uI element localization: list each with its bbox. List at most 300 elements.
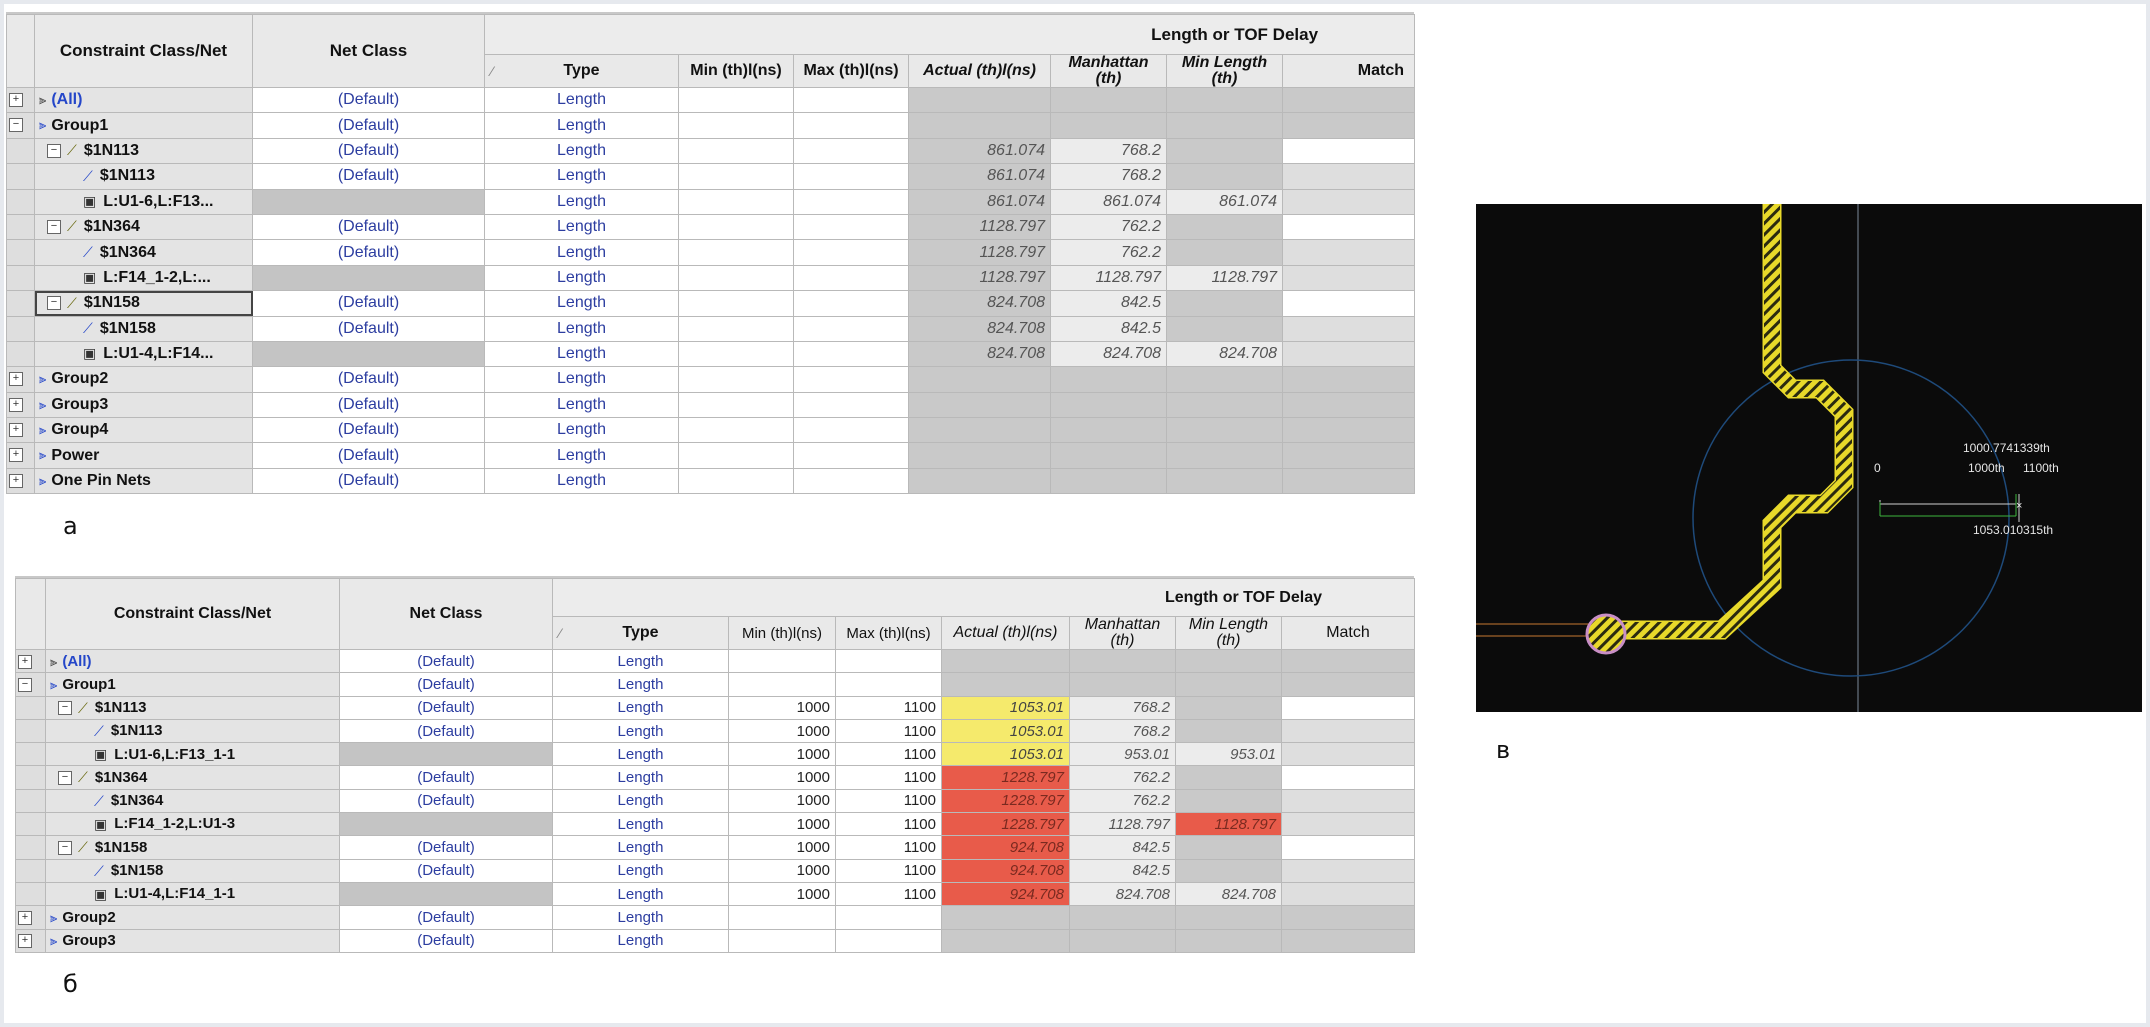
manhattan-cell bbox=[1051, 418, 1167, 443]
table-row[interactable] bbox=[16, 650, 1415, 673]
net-class-cell[interactable]: (Default) bbox=[340, 719, 553, 742]
table-row[interactable] bbox=[16, 743, 1415, 766]
row-gutter bbox=[16, 836, 46, 859]
col-type[interactable]: ⁄ Type bbox=[485, 55, 679, 88]
constraint-name-cell[interactable] bbox=[35, 367, 253, 392]
constraint-name-cell[interactable] bbox=[35, 164, 253, 189]
actual-cell: 824.708 bbox=[909, 341, 1051, 366]
match-cell[interactable] bbox=[1282, 836, 1415, 859]
constraint-name-cell[interactable] bbox=[35, 113, 253, 138]
match-cell[interactable] bbox=[1283, 113, 1415, 138]
type-cell[interactable]: Length bbox=[485, 240, 679, 265]
net-class-cell[interactable]: (Default) bbox=[340, 650, 553, 673]
table-row[interactable] bbox=[16, 859, 1415, 882]
manhattan-cell: 1128.797 bbox=[1051, 265, 1167, 290]
type-cell[interactable]: Length bbox=[553, 859, 729, 882]
pcb-canvas bbox=[1476, 204, 2142, 712]
constraint-name-cell[interactable] bbox=[46, 766, 340, 789]
net-class-cell[interactable] bbox=[340, 882, 553, 905]
constraint-name-cell[interactable] bbox=[46, 836, 340, 859]
min-cell[interactable] bbox=[729, 650, 836, 673]
max-cell[interactable]: 1100 bbox=[836, 719, 942, 742]
min-cell[interactable] bbox=[679, 189, 794, 214]
net-class-cell[interactable]: (Default) bbox=[340, 766, 553, 789]
constraint-name-cell[interactable] bbox=[46, 789, 340, 812]
actual-cell: 861.074 bbox=[909, 189, 1051, 214]
constraint-name-cell[interactable] bbox=[35, 265, 253, 290]
match-cell[interactable] bbox=[1282, 859, 1415, 882]
collapse-icon[interactable]: − bbox=[58, 701, 72, 715]
row-gutter bbox=[16, 743, 46, 766]
type-cell[interactable]: Length bbox=[553, 673, 729, 696]
col-max[interactable]: Max (th)l(ns) bbox=[794, 55, 909, 88]
type-cell[interactable]: Length bbox=[553, 882, 729, 905]
match-cell[interactable] bbox=[1283, 240, 1415, 265]
corner-cell bbox=[7, 15, 35, 88]
min-cell[interactable] bbox=[679, 265, 794, 290]
table-row[interactable] bbox=[7, 265, 1415, 290]
type-cell[interactable]: Length bbox=[553, 813, 729, 836]
max-cell[interactable] bbox=[794, 443, 909, 468]
min-cell[interactable] bbox=[679, 291, 794, 316]
manhattan-cell: 824.708 bbox=[1051, 341, 1167, 366]
min-cell[interactable] bbox=[679, 164, 794, 189]
type-cell[interactable]: Length bbox=[485, 265, 679, 290]
net-class-cell[interactable] bbox=[340, 813, 553, 836]
constraint-name-cell[interactable] bbox=[35, 468, 253, 493]
net-class-cell[interactable]: (Default) bbox=[253, 367, 485, 392]
table-row[interactable] bbox=[16, 906, 1415, 929]
net-class-cell[interactable]: (Default) bbox=[253, 418, 485, 443]
table-row[interactable] bbox=[7, 113, 1415, 138]
min-cell[interactable] bbox=[679, 341, 794, 366]
constraint-name: $1N113 bbox=[94, 698, 147, 716]
net-icon: ⟋ bbox=[78, 839, 88, 856]
constraint-name-cell[interactable] bbox=[35, 189, 253, 214]
match-cell[interactable] bbox=[1282, 650, 1415, 673]
match-cell[interactable] bbox=[1282, 766, 1415, 789]
max-cell[interactable] bbox=[794, 189, 909, 214]
collapse-icon[interactable]: − bbox=[47, 296, 61, 310]
net-class-cell[interactable]: (Default) bbox=[253, 291, 485, 316]
table-row[interactable] bbox=[7, 392, 1415, 417]
match-cell[interactable] bbox=[1282, 789, 1415, 812]
col-manhattan[interactable]: Manhattan (th) bbox=[1051, 55, 1167, 88]
group-all-icon: ⫸ bbox=[39, 91, 45, 107]
type-cell[interactable]: Length bbox=[485, 189, 679, 214]
col-max-b[interactable]: Max (th)l(ns) bbox=[836, 617, 942, 650]
match-cell[interactable] bbox=[1283, 418, 1415, 443]
net-class-cell[interactable]: (Default) bbox=[340, 789, 553, 812]
max-cell[interactable] bbox=[794, 392, 909, 417]
actual-cell: 1228.797 bbox=[942, 766, 1070, 789]
type-cell[interactable]: Length bbox=[485, 88, 679, 113]
constraint-name-cell[interactable] bbox=[35, 138, 253, 163]
net-class-cell[interactable] bbox=[253, 189, 485, 214]
min-cell[interactable] bbox=[729, 673, 836, 696]
table-row[interactable] bbox=[7, 88, 1415, 113]
max-cell[interactable]: 1100 bbox=[836, 882, 942, 905]
type-cell[interactable]: Length bbox=[553, 743, 729, 766]
min-cell[interactable]: 1000 bbox=[729, 882, 836, 905]
max-cell[interactable] bbox=[794, 468, 909, 493]
table-row[interactable] bbox=[7, 240, 1415, 265]
net-class-cell[interactable]: (Default) bbox=[340, 906, 553, 929]
type-cell[interactable]: Length bbox=[485, 113, 679, 138]
max-cell[interactable] bbox=[794, 265, 909, 290]
min-cell[interactable] bbox=[679, 88, 794, 113]
match-cell[interactable] bbox=[1283, 265, 1415, 290]
collapse-icon[interactable]: − bbox=[47, 144, 61, 158]
expand-icon[interactable]: + bbox=[9, 474, 23, 488]
table-row[interactable] bbox=[7, 418, 1415, 443]
match-cell[interactable] bbox=[1282, 882, 1415, 905]
type-cell[interactable]: Length bbox=[485, 316, 679, 341]
actual-cell: 1128.797 bbox=[909, 265, 1051, 290]
min-cell[interactable]: 1000 bbox=[729, 743, 836, 766]
net-group-icon: ⫸ bbox=[50, 676, 56, 692]
type-cell[interactable]: Length bbox=[485, 468, 679, 493]
constraint-name-cell[interactable] bbox=[46, 813, 340, 836]
col-actual-b[interactable]: Actual (th)l(ns) bbox=[942, 617, 1070, 650]
max-cell[interactable] bbox=[794, 113, 909, 138]
match-cell[interactable] bbox=[1283, 367, 1415, 392]
max-cell[interactable]: 1100 bbox=[836, 789, 942, 812]
table-row[interactable] bbox=[16, 719, 1415, 742]
constraint-name-cell[interactable] bbox=[46, 696, 340, 719]
net-class-cell[interactable] bbox=[253, 341, 485, 366]
type-cell[interactable]: Length bbox=[485, 367, 679, 392]
col-net-class-b[interactable]: Net Class bbox=[340, 579, 553, 650]
net-class-cell[interactable]: (Default) bbox=[253, 214, 485, 239]
type-cell[interactable]: Length bbox=[485, 392, 679, 417]
expand-icon[interactable]: + bbox=[18, 655, 32, 669]
net-class-cell[interactable] bbox=[340, 743, 553, 766]
match-cell[interactable] bbox=[1282, 673, 1415, 696]
min-length-cell bbox=[1167, 392, 1283, 417]
min-length-cell: 824.708 bbox=[1167, 341, 1283, 366]
constraint-name-cell[interactable] bbox=[35, 443, 253, 468]
routed-trace[interactable] bbox=[1606, 204, 1844, 630]
net-group-icon: ⫸ bbox=[39, 422, 45, 438]
actual-cell bbox=[909, 113, 1051, 138]
min-cell[interactable] bbox=[729, 906, 836, 929]
type-cell[interactable]: Length bbox=[485, 418, 679, 443]
net-class-cell[interactable]: (Default) bbox=[340, 929, 553, 952]
col-type-b[interactable]: ⁄ Type bbox=[553, 617, 729, 650]
col-match-b[interactable]: Match bbox=[1282, 617, 1415, 650]
match-cell[interactable] bbox=[1283, 291, 1415, 316]
min-length-cell bbox=[1176, 859, 1282, 882]
max-cell[interactable] bbox=[794, 214, 909, 239]
net-group-icon: ⫸ bbox=[39, 472, 45, 488]
match-cell[interactable] bbox=[1282, 719, 1415, 742]
constraint-name-cell[interactable] bbox=[35, 88, 253, 113]
min-cell[interactable]: 1000 bbox=[729, 719, 836, 742]
table-row[interactable] bbox=[7, 164, 1415, 189]
table-row[interactable] bbox=[7, 291, 1415, 316]
table-row[interactable] bbox=[16, 673, 1415, 696]
actual-cell bbox=[909, 443, 1051, 468]
constraint-name-cell[interactable] bbox=[46, 906, 340, 929]
constraint-name-cell[interactable] bbox=[35, 291, 253, 316]
panel-v-pcb-view[interactable] bbox=[1476, 204, 2142, 712]
net-class-cell[interactable]: (Default) bbox=[253, 164, 485, 189]
col-net-class[interactable]: Net Class bbox=[253, 15, 485, 88]
max-cell[interactable] bbox=[794, 240, 909, 265]
min-length-cell bbox=[1176, 650, 1282, 673]
min-cell[interactable]: 1000 bbox=[729, 836, 836, 859]
table-row[interactable] bbox=[16, 696, 1415, 719]
actual-cell: 1053.01 bbox=[942, 719, 1070, 742]
col-min-length-b[interactable]: Min Length (th) bbox=[1176, 617, 1282, 650]
max-cell[interactable] bbox=[794, 291, 909, 316]
min-length-cell: 1128.797 bbox=[1176, 813, 1282, 836]
actual-cell: 924.708 bbox=[942, 882, 1070, 905]
max-cell[interactable] bbox=[836, 650, 942, 673]
net-icon: ⟋ bbox=[78, 699, 88, 716]
type-cell[interactable]: Length bbox=[553, 766, 729, 789]
collapse-icon[interactable]: − bbox=[9, 118, 23, 132]
net-class-cell[interactable]: (Default) bbox=[340, 673, 553, 696]
pin-pair-icon: ▣ bbox=[94, 885, 108, 902]
dim-label-actual: 1000.7741339th bbox=[1963, 441, 2050, 455]
constraint-name-cell[interactable] bbox=[46, 650, 340, 673]
match-cell[interactable] bbox=[1283, 468, 1415, 493]
type-cell[interactable]: Length bbox=[553, 906, 729, 929]
expand-icon[interactable]: + bbox=[9, 423, 23, 437]
constraint-name: L:U1-6,L:F13... bbox=[103, 192, 214, 210]
max-cell[interactable] bbox=[794, 88, 909, 113]
net-class-cell[interactable]: (Default) bbox=[253, 240, 485, 265]
match-cell[interactable] bbox=[1282, 743, 1415, 766]
type-cell[interactable]: Length bbox=[553, 719, 729, 742]
dim-label-min: 1000th bbox=[1968, 461, 2005, 475]
col-manhattan-b[interactable]: Manhattan (th) bbox=[1070, 617, 1176, 650]
manhattan-cell: 842.5 bbox=[1070, 836, 1176, 859]
constraint-name-cell[interactable] bbox=[46, 859, 340, 882]
net-class-cell[interactable]: (Default) bbox=[340, 696, 553, 719]
expand-icon[interactable]: + bbox=[9, 398, 23, 412]
row-gutter bbox=[16, 766, 46, 789]
type-cell[interactable]: Length bbox=[553, 836, 729, 859]
table-row[interactable] bbox=[7, 468, 1415, 493]
match-cell[interactable] bbox=[1283, 392, 1415, 417]
max-cell[interactable] bbox=[794, 367, 909, 392]
min-length-cell bbox=[1176, 673, 1282, 696]
constraint-name-cell[interactable] bbox=[35, 316, 253, 341]
net-class-cell[interactable]: (Default) bbox=[253, 443, 485, 468]
min-cell[interactable] bbox=[679, 240, 794, 265]
net-class-cell[interactable]: (Default) bbox=[253, 392, 485, 417]
min-cell[interactable] bbox=[679, 316, 794, 341]
min-cell[interactable] bbox=[679, 468, 794, 493]
min-length-cell bbox=[1176, 766, 1282, 789]
constraint-name-cell[interactable] bbox=[46, 743, 340, 766]
actual-cell: 1228.797 bbox=[942, 813, 1070, 836]
max-cell[interactable]: 1100 bbox=[836, 859, 942, 882]
table-row[interactable] bbox=[7, 341, 1415, 366]
panel-label-v: в bbox=[1496, 736, 1511, 764]
min-cell[interactable]: 1000 bbox=[729, 859, 836, 882]
table-row[interactable] bbox=[16, 789, 1415, 812]
table-row[interactable] bbox=[16, 882, 1415, 905]
actual-cell: 824.708 bbox=[909, 291, 1051, 316]
panel-a-constraint-manager bbox=[6, 12, 1414, 494]
manhattan-cell: 768.2 bbox=[1070, 696, 1176, 719]
expand-icon[interactable]: + bbox=[18, 911, 32, 925]
match-cell[interactable] bbox=[1283, 443, 1415, 468]
net-class-cell[interactable]: (Default) bbox=[253, 316, 485, 341]
max-cell[interactable]: 1100 bbox=[836, 836, 942, 859]
constraint-name-cell[interactable] bbox=[35, 214, 253, 239]
net-class-cell[interactable] bbox=[253, 265, 485, 290]
min-cell[interactable]: 1000 bbox=[729, 696, 836, 719]
max-cell[interactable] bbox=[794, 316, 909, 341]
pad-icon[interactable] bbox=[1587, 615, 1625, 653]
max-cell[interactable] bbox=[836, 929, 942, 952]
min-cell[interactable] bbox=[679, 443, 794, 468]
min-cell[interactable]: 1000 bbox=[729, 789, 836, 812]
col-type-label: Type bbox=[563, 62, 600, 79]
max-cell[interactable]: 1100 bbox=[836, 766, 942, 789]
table-row[interactable] bbox=[16, 836, 1415, 859]
table-row[interactable] bbox=[7, 443, 1415, 468]
type-cell[interactable]: Length bbox=[485, 214, 679, 239]
type-cell[interactable]: Length bbox=[485, 291, 679, 316]
min-cell[interactable] bbox=[679, 138, 794, 163]
min-cell[interactable] bbox=[679, 113, 794, 138]
match-cell[interactable] bbox=[1283, 88, 1415, 113]
table-row[interactable] bbox=[7, 138, 1415, 163]
min-cell[interactable] bbox=[679, 367, 794, 392]
match-cell[interactable] bbox=[1282, 929, 1415, 952]
collapse-icon[interactable]: − bbox=[58, 841, 72, 855]
collapse-icon[interactable]: − bbox=[47, 220, 61, 234]
match-cell[interactable] bbox=[1282, 696, 1415, 719]
match-cell[interactable] bbox=[1283, 189, 1415, 214]
constraint-name-cell[interactable] bbox=[46, 882, 340, 905]
min-length-cell bbox=[1167, 240, 1283, 265]
min-length-cell bbox=[1167, 164, 1283, 189]
row-gutter bbox=[16, 719, 46, 742]
constraint-name: $1N364 bbox=[99, 243, 156, 261]
type-cell[interactable]: Length bbox=[553, 789, 729, 812]
col-constraint-class-net[interactable]: Constraint Class/Net bbox=[35, 15, 253, 88]
min-length-cell bbox=[1176, 789, 1282, 812]
expand-icon[interactable]: + bbox=[9, 448, 23, 462]
actual-cell: 1053.01 bbox=[942, 696, 1070, 719]
type-cell[interactable]: Length bbox=[485, 341, 679, 366]
col-min[interactable]: Min (th)l(ns) bbox=[679, 55, 794, 88]
table-row[interactable] bbox=[7, 367, 1415, 392]
constraint-name-cell[interactable] bbox=[46, 929, 340, 952]
constraint-name-cell[interactable] bbox=[35, 418, 253, 443]
type-cell[interactable]: Length bbox=[553, 696, 729, 719]
type-cell[interactable]: Length bbox=[485, 164, 679, 189]
actual-cell bbox=[942, 929, 1070, 952]
net-class-cell[interactable]: (Default) bbox=[253, 138, 485, 163]
min-cell[interactable]: 1000 bbox=[729, 813, 836, 836]
match-cell[interactable] bbox=[1283, 138, 1415, 163]
constraint-name: (All) bbox=[62, 652, 92, 670]
max-cell[interactable] bbox=[794, 138, 909, 163]
expand-icon[interactable]: + bbox=[9, 93, 23, 107]
row-gutter bbox=[16, 650, 46, 673]
expand-icon[interactable]: + bbox=[18, 934, 32, 948]
col-group-length-tof-b: Length or TOF Delay bbox=[553, 579, 1415, 617]
max-cell[interactable] bbox=[794, 341, 909, 366]
row-gutter bbox=[16, 859, 46, 882]
constraint-name-cell[interactable] bbox=[35, 392, 253, 417]
table-row[interactable] bbox=[16, 929, 1415, 952]
match-cell[interactable] bbox=[1282, 813, 1415, 836]
manhattan-cell: 953.01 bbox=[1070, 743, 1176, 766]
max-cell[interactable] bbox=[836, 673, 942, 696]
type-cell[interactable]: Length bbox=[553, 929, 729, 952]
table-row[interactable] bbox=[7, 189, 1415, 214]
min-length-cell bbox=[1167, 113, 1283, 138]
net-group-icon: ⫸ bbox=[50, 933, 56, 949]
row-gutter bbox=[7, 113, 35, 138]
net-class-cell[interactable]: (Default) bbox=[253, 88, 485, 113]
max-cell[interactable]: 1100 bbox=[836, 743, 942, 766]
net-class-cell[interactable]: (Default) bbox=[340, 836, 553, 859]
collapse-icon[interactable]: − bbox=[18, 678, 32, 692]
max-cell[interactable] bbox=[794, 164, 909, 189]
constraint-name-cell[interactable] bbox=[35, 341, 253, 366]
table-row[interactable] bbox=[16, 766, 1415, 789]
net-class-cell[interactable]: (Default) bbox=[253, 468, 485, 493]
max-cell[interactable] bbox=[836, 906, 942, 929]
match-cell[interactable] bbox=[1283, 214, 1415, 239]
table-row[interactable] bbox=[7, 316, 1415, 341]
min-cell[interactable] bbox=[679, 418, 794, 443]
constraint-name-cell[interactable] bbox=[35, 240, 253, 265]
col-constraint-class-net-b[interactable]: Constraint Class/Net bbox=[46, 579, 340, 650]
match-cell[interactable] bbox=[1282, 906, 1415, 929]
col-match[interactable]: Match bbox=[1283, 55, 1415, 88]
min-cell[interactable] bbox=[679, 392, 794, 417]
table-row[interactable] bbox=[7, 214, 1415, 239]
net-class-cell[interactable]: (Default) bbox=[253, 113, 485, 138]
min-cell[interactable] bbox=[729, 929, 836, 952]
max-cell[interactable]: 1100 bbox=[836, 696, 942, 719]
min-cell[interactable] bbox=[679, 214, 794, 239]
constraint-name-cell[interactable] bbox=[46, 719, 340, 742]
type-cell[interactable]: Length bbox=[485, 443, 679, 468]
max-cell[interactable] bbox=[794, 418, 909, 443]
min-cell[interactable]: 1000 bbox=[729, 766, 836, 789]
col-min-b[interactable]: Min (th)l(ns) bbox=[729, 617, 836, 650]
match-cell[interactable] bbox=[1283, 316, 1415, 341]
net-class-cell[interactable]: (Default) bbox=[340, 859, 553, 882]
expand-icon[interactable]: + bbox=[9, 372, 23, 386]
table-row[interactable] bbox=[16, 813, 1415, 836]
actual-cell: 1228.797 bbox=[942, 789, 1070, 812]
col-actual[interactable]: Actual (th)l(ns) bbox=[909, 55, 1051, 88]
constraint-name-cell[interactable] bbox=[46, 673, 340, 696]
type-cell[interactable]: Length bbox=[485, 138, 679, 163]
row-gutter bbox=[7, 392, 35, 417]
max-cell[interactable]: 1100 bbox=[836, 813, 942, 836]
col-min-length[interactable]: Min Length (th) bbox=[1167, 55, 1283, 88]
match-cell[interactable] bbox=[1283, 164, 1415, 189]
match-cell[interactable] bbox=[1283, 341, 1415, 366]
collapse-icon[interactable]: − bbox=[58, 771, 72, 785]
routed-trace-outline[interactable] bbox=[1606, 204, 1844, 630]
type-cell[interactable]: Length bbox=[553, 650, 729, 673]
